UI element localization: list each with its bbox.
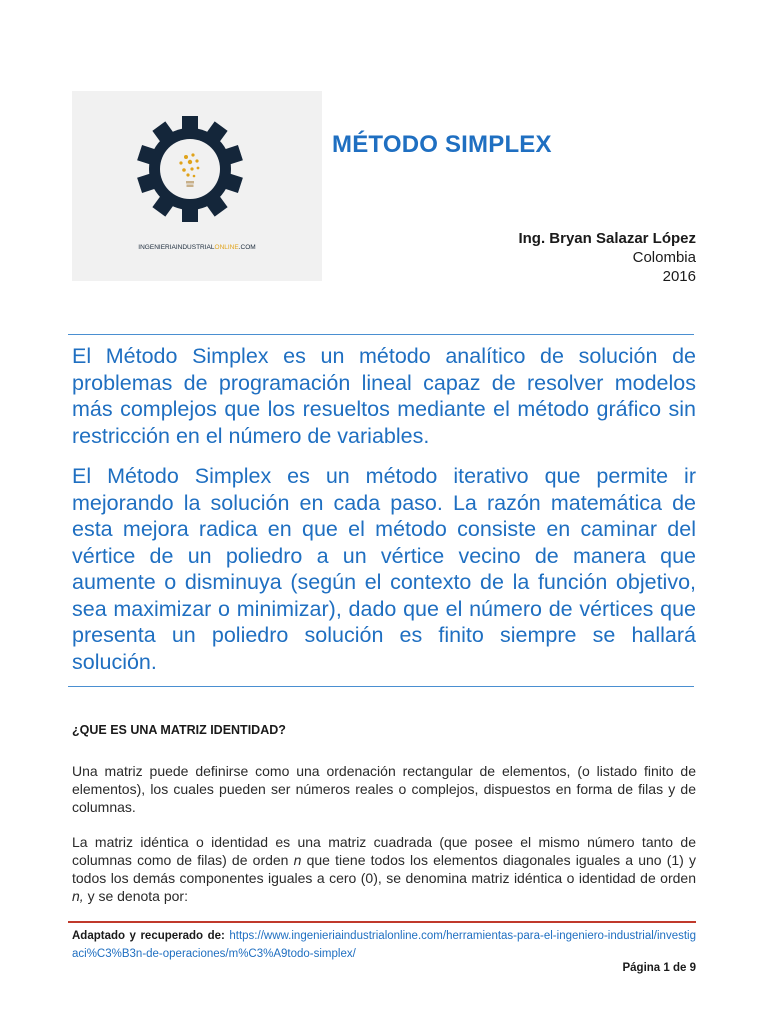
footer-divider bbox=[68, 921, 696, 923]
logo-wordmark: INGENIERIAINDUSTRIALONLINE.COM bbox=[138, 244, 256, 251]
gear-lightbulb-icon bbox=[72, 91, 322, 281]
citation-label: Adaptado y recuperado de: bbox=[72, 930, 225, 942]
document-year: 2016 bbox=[662, 268, 696, 285]
body-paragraph-1: Una matriz puede definirse como una ordenación rectangular de elementos, (o listado finito de elementos), los cuales pueden ser números reales o complejos, dispuestos en forma de filas y de columnas. bbox=[72, 763, 696, 815]
page-title: MÉTODO SIMPLEX bbox=[332, 131, 552, 158]
divider-top bbox=[68, 334, 694, 335]
intro-paragraph-1: El Método Simplex es un método analítico de solución de problemas de programación lineal capaz de resolver modelos más complejos que los resueltos mediante el método gráfico sin restricción en el número de variables. bbox=[72, 344, 696, 448]
source-citation bbox=[72, 927, 696, 963]
page-number: Página 1 de 9 bbox=[622, 962, 696, 974]
divider-bottom bbox=[68, 686, 694, 687]
company-logo bbox=[72, 91, 322, 281]
intro-paragraph-2: El Método Simplex es un método iterativo que permite ir mejorando la solución en cada paso. La razón matemática de esta mejora radica en que el método consiste en caminar del vértice de un poliedro a un vértice vecino de manera que aumente o disminuya (según el contexto de la función objetivo, sea maximizar o minimizar), dado que el número de vértices que presenta un poliedro solución es finito siempre se hallará solución. bbox=[72, 464, 696, 674]
section-heading: ¿QUE ES UNA MATRIZ IDENTIDAD? bbox=[72, 723, 286, 737]
body-paragraph-2: La matriz idéntica o identidad es una matriz cuadrada (que posee el mismo número tanto de columnas como de filas) de orden n que tiene todos los elementos diagonales iguales a uno (1) y todos los demás componentes iguales a cero (0), se denomina matriz idéntica o identidad de orden n, y se denota por: bbox=[72, 834, 697, 904]
author-name: Ing. Bryan Salazar López bbox=[518, 230, 696, 247]
source-link[interactable]: https://www.ingenieriaindustrialonline.com/herramientas-para-el-ingeniero-industrial/investigaci%C3%B3n-de-operaciones/m%C3%A9todo-simplex/ bbox=[72, 930, 696, 960]
author-block bbox=[518, 229, 696, 286]
author-country: Colombia bbox=[632, 249, 696, 266]
